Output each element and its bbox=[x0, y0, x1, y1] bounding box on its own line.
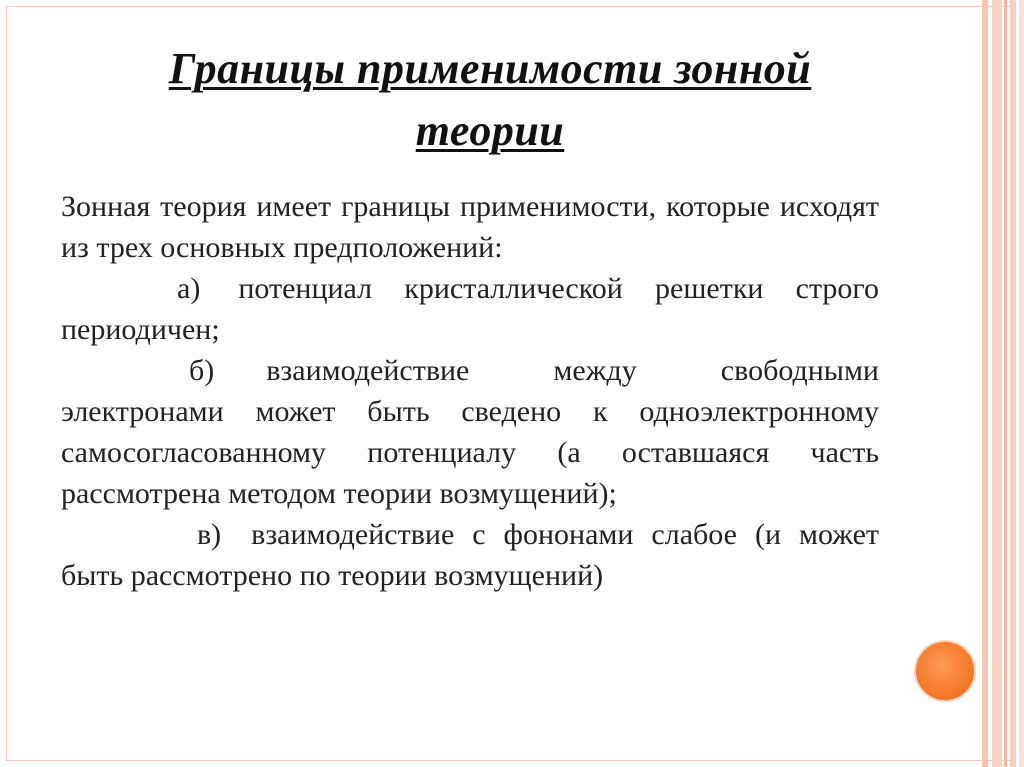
decor-stripe bbox=[1010, 0, 1016, 767]
slide-body bbox=[61, 186, 879, 596]
list-item-c bbox=[61, 514, 879, 596]
list-item-b bbox=[61, 350, 879, 514]
decor-stripe bbox=[1004, 0, 1007, 767]
decor-stripe bbox=[1019, 0, 1024, 767]
decor-stripe bbox=[982, 0, 988, 767]
title-line-1: Границы применимости зонной bbox=[168, 44, 812, 93]
orange-circle-decoration bbox=[914, 640, 976, 702]
slide-title bbox=[60, 38, 920, 162]
title-line-2: теории bbox=[415, 106, 565, 155]
list-item-a bbox=[61, 268, 879, 350]
list-marker-b: б) bbox=[189, 354, 215, 387]
list-text-b: взаимодействие между свободными электронами может быть сведено к одноэлектронному самосогласованному потенциалу (а оставшаяся часть рассмотрена методом теории возмущений); bbox=[61, 354, 879, 510]
list-text-a: потенциал кристаллической решетки строго периодичен; bbox=[61, 272, 879, 346]
list-marker-c: в) bbox=[197, 518, 222, 551]
intro-paragraph: Зонная теория имеет границы применимости, которые исходят из трех основных предположений: bbox=[61, 190, 879, 264]
decor-stripe bbox=[992, 0, 1002, 767]
list-marker-a: а) bbox=[177, 272, 201, 305]
list-text-c: взаимодействие с фононами слабое (и может быть рассмотрено по теории возмущений) bbox=[61, 518, 879, 592]
